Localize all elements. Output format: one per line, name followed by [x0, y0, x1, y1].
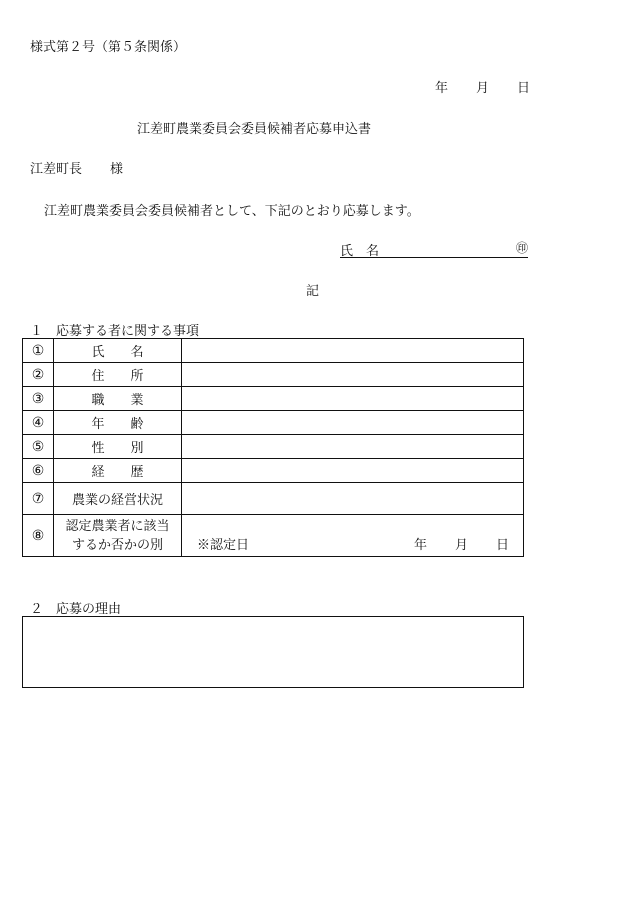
table-row: [23, 435, 524, 459]
age-value-cell[interactable]: [182, 411, 524, 435]
row-label-line2: するか否かの別: [71, 537, 163, 553]
signature-label: 氏 名: [340, 244, 380, 259]
table-row: [23, 515, 524, 557]
signature-line[interactable]: [340, 240, 528, 258]
table-row: [23, 483, 524, 515]
row-number: ③: [23, 387, 54, 411]
gender-value-cell[interactable]: [182, 435, 524, 459]
certification-date: [414, 534, 509, 553]
date-day: 日: [517, 81, 531, 96]
row-number: ④: [23, 411, 54, 435]
ki-heading: 記: [306, 284, 320, 299]
career-value-cell[interactable]: [182, 459, 524, 483]
date-line: [435, 77, 530, 96]
table-row: [23, 363, 524, 387]
row-number: ①: [23, 339, 54, 363]
row-label: [54, 515, 182, 557]
document-title: 江差町農業委員会委員候補者応募申込書: [137, 122, 372, 137]
row-label: 職 業: [54, 387, 182, 411]
certification-month: 月: [455, 538, 469, 553]
application-statement: 江差町農業委員会委員候補者として、下記のとおり応募します。: [44, 204, 420, 219]
addressee-name: 江差町長: [30, 162, 83, 177]
section2-heading: ２ 応募の理由: [30, 602, 122, 617]
table-row: [23, 339, 524, 363]
addressee: [30, 158, 123, 177]
date-month: 月: [476, 81, 490, 96]
row-label: 性 別: [54, 435, 182, 459]
row-label: 年 齢: [54, 411, 182, 435]
row-label: 住 所: [54, 363, 182, 387]
name-value-cell[interactable]: [182, 339, 524, 363]
form-number-label: 様式第２号（第５条関係）: [30, 40, 187, 55]
row-number: ⑤: [23, 435, 54, 459]
row-label: 農業の経営状況: [54, 483, 182, 515]
row-label-line1: 認定農業者に該当: [65, 518, 170, 534]
reason-input-box[interactable]: [22, 616, 524, 688]
occupation-value-cell[interactable]: [182, 387, 524, 411]
row-number: ②: [23, 363, 54, 387]
certification-year: 年: [414, 538, 428, 553]
certified-farmer-value-cell[interactable]: [182, 515, 524, 557]
section1-heading: １ 応募する者に関する事項: [30, 324, 200, 339]
applicant-info-table: [22, 338, 524, 557]
farm-status-value-cell[interactable]: [182, 483, 524, 515]
row-label: 経 歴: [54, 459, 182, 483]
table-row: [23, 387, 524, 411]
table-row: [23, 411, 524, 435]
certification-day: 日: [496, 538, 510, 553]
row-number: ⑧: [23, 515, 54, 557]
certification-date-note: ※認定日: [197, 538, 250, 553]
row-label: 氏 名: [54, 339, 182, 363]
row-number: ⑦: [23, 483, 54, 515]
row-number: ⑥: [23, 459, 54, 483]
seal-icon: ㊞: [515, 241, 528, 255]
address-value-cell[interactable]: [182, 363, 524, 387]
table-row: [23, 459, 524, 483]
addressee-honorific: 様: [110, 162, 124, 177]
date-year: 年: [435, 81, 449, 96]
